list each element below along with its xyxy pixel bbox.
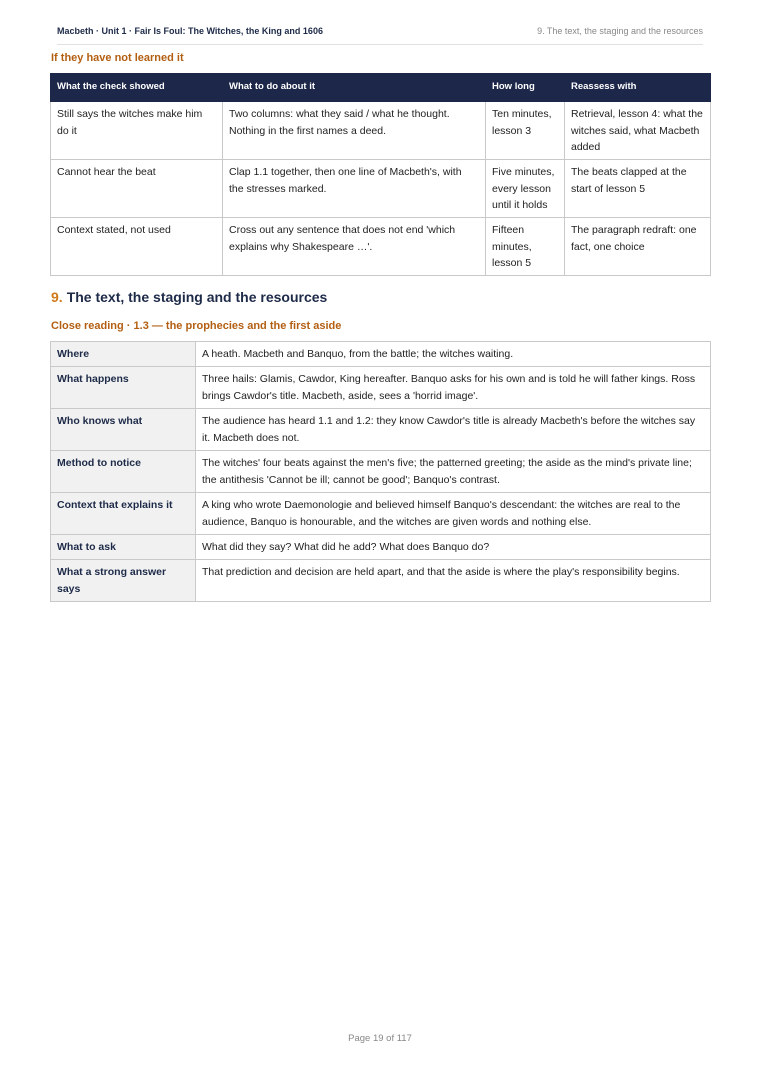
row-value: What did they say? What did he add? What does Banquo do? <box>196 535 711 560</box>
table-row <box>51 160 711 218</box>
row-label: What happens <box>51 367 196 409</box>
table-cell: Clap 1.1 together, then one line of Macbeth's, with the stresses marked. <box>223 160 486 218</box>
row-label: Where <box>51 342 196 367</box>
table-row <box>51 102 711 160</box>
table-cell: Two columns: what they said / what he thought. Nothing in the first names a deed. <box>223 102 486 160</box>
header-title: Macbeth · Unit 1 · Fair Is Foul: The Witches, the King and 1606 <box>57 26 323 36</box>
row-value: The audience has heard 1.1 and 1.2: they know Cawdor's title is already Macbeth's before the witches say it. Macbeth does not. <box>196 409 711 451</box>
section-title: The text, the staging and the resources <box>66 289 328 305</box>
close-reading-heading: Close reading · 1.3 — the prophecies and the first aside <box>51 320 342 332</box>
page-number: Page 19 of 117 <box>348 1033 412 1044</box>
row-value: The witches' four beats against the men's five; the patterned greeting; the aside as the mind's private line; the antithesis 'Cannot be ill; cannot be good'; Banquo's contrast. <box>196 451 711 493</box>
table-cell: Retrieval, lesson 4: what the witches said, what Macbeth added <box>565 102 711 160</box>
running-header <box>57 26 703 45</box>
row-value: A heath. Macbeth and Banquo, from the battle; the witches waiting. <box>196 342 711 367</box>
row-label: What a strong answer says <box>51 560 196 602</box>
row-label: Method to notice <box>51 451 196 493</box>
reteach-heading: If they have not learned it <box>51 52 184 64</box>
row-value: A king who wrote Daemonologie and believed himself Banquo's descendant: the witches are real to the audience, Banquo is honourable, and the witches are given words and nothing else. <box>196 493 711 535</box>
table-cell: Context stated, not used <box>51 218 223 276</box>
header-section: 9. The text, the staging and the resources <box>537 26 703 36</box>
row-label: Context that explains it <box>51 493 196 535</box>
column-header: Reassess with <box>565 74 711 102</box>
table-cell: The paragraph redraft: one fact, one choice <box>565 218 711 276</box>
table-cell: Ten minutes, lesson 3 <box>486 102 565 160</box>
section-heading <box>51 289 327 305</box>
close-reading-table <box>50 341 711 602</box>
row-label: Who knows what <box>51 409 196 451</box>
column-header: How long <box>486 74 565 102</box>
table-row <box>51 409 711 451</box>
table-row <box>51 535 711 560</box>
table-cell: Still says the witches make him do it <box>51 102 223 160</box>
table-cell: Cannot hear the beat <box>51 160 223 218</box>
table-row <box>51 493 711 535</box>
table-cell: The beats clapped at the start of lesson 5 <box>565 160 711 218</box>
table-cell: Fifteen minutes, lesson 5 <box>486 218 565 276</box>
row-value: Three hails: Glamis, Cawdor, King hereafter. Banquo asks for his own and is told he will father kings. Ross brings Cawdor's title. Macbeth, aside, sees a 'horrid image'. <box>196 367 711 409</box>
table-cell: Five minutes, every lesson until it holds <box>486 160 565 218</box>
row-value: That prediction and decision are held apart, and that the aside is where the play's responsibility begins. <box>196 560 711 602</box>
table-row <box>51 560 711 602</box>
table-row <box>51 342 711 367</box>
table-row <box>51 451 711 493</box>
column-header: What the check showed <box>51 74 223 102</box>
column-header: What to do about it <box>223 74 486 102</box>
reteach-header-row <box>51 74 711 102</box>
table-cell: Cross out any sentence that does not end 'which explains why Shakespeare …'. <box>223 218 486 276</box>
table-row <box>51 218 711 276</box>
reteach-table <box>50 73 711 276</box>
section-number: 9. <box>51 289 63 305</box>
table-row <box>51 367 711 409</box>
row-label: What to ask <box>51 535 196 560</box>
